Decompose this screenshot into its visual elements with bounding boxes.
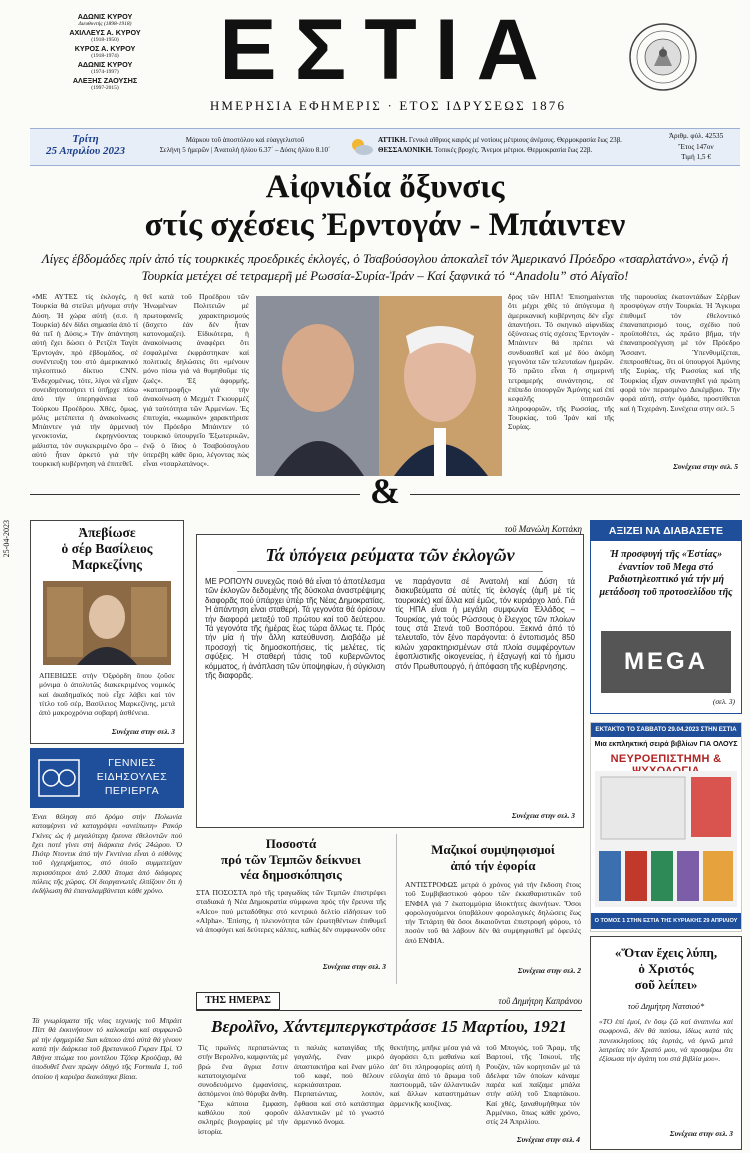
title-line: ΠΕΡΙΕΡΓΑ bbox=[104, 785, 160, 797]
lead-continued[interactable]: Συνέχεια στην σελ. 5 bbox=[673, 462, 738, 471]
oped-column-2: νε παράγοντα σέ Ἀνατολή καί Δύση τά διακυβεύματα σέ αὐτές τίς ἐκλογές (ἀμῆ μέ τίς τουρκικές) καί ἄλλα καί ἐμῶς, τόν κυριάρχο λαό. Γιά τίς ΗΠΑ εἶναι ἡ μεγάλη συμφωνία Ἑλλάδος – Τουρκίας, γιά τούς Ρώσσους ὁ ἔλεγχος τῶν πλοίων τους στά Στενά τοῦ Βοσπόρου. Ξεκινά ἀπό τό τελευταῖο, τόν ξένο παράγοντα: ὁ ἐντοπισμός 850 κιλών χαρακτηρισμένων στά πλοία συμφέροντων ἐφοπλιστικῆς οἰκογενείας, ἡ ἐξαγωγή καί τό ἦμισυ στόν Πρωθυπουργό, ἡ ἀπόφαση τῆς κυβέρνησης. bbox=[395, 577, 575, 671]
title-line: Ἀπεβίωσε bbox=[78, 525, 136, 540]
seal-icon bbox=[628, 22, 698, 92]
title-underline bbox=[237, 571, 543, 572]
headline-line: Αἰφνιδία ὄξυνσις bbox=[265, 169, 505, 205]
mega-logo-text: MEGA bbox=[624, 648, 708, 675]
book-covers-image bbox=[595, 771, 737, 907]
title-line: σοῦ λείπει» bbox=[634, 977, 698, 992]
founder-entry bbox=[60, 28, 150, 43]
title-line: Ποσοστά bbox=[265, 836, 317, 851]
tis-imeras-column-1: Τίς πρωϊνές περπατώντας στήν Βερολῖνο, καμφιντάς μέ βρώ ἕνα ἄγρια ἔστιν κατατοιχισμένα συνοδευόμενο ἐμφανίσεις, ἀσπόμενοι ὑπό θόρυβα ἄνθη. Ἔχω κάποια ἔμφαση, καθόλου πού φοροῦν σκληρές βιογραφίες μέ τήν ἱστορία. bbox=[198, 1043, 288, 1136]
saint-label: Μάρκου τοῦ ἀποστόλου καὶ εὐαγγελιστοῦ bbox=[185, 136, 305, 144]
issue-date bbox=[38, 133, 133, 157]
title-line: ἀπό τήν ἐφορία bbox=[450, 858, 536, 873]
promo-subbanner: Μια εκπληκτική σειρά βιβλίων ΓΙΑ ΟΛΟΥΣ bbox=[594, 739, 738, 748]
ampersand-divider bbox=[30, 471, 740, 511]
tax-story[interactable] bbox=[396, 834, 583, 984]
ad-continued[interactable]: (σελ. 3) bbox=[712, 697, 735, 706]
obituary-photo bbox=[43, 581, 171, 665]
obituary-title bbox=[31, 525, 183, 573]
weather-thessaloniki bbox=[378, 145, 646, 155]
tis-imeras-label: ΤΗΣ ΗΜΕΡΑΣ bbox=[196, 992, 280, 1010]
tax-text: ΑΝΤΙΣΤΡΟΦΩΣ μετρά ὁ χρόνος γιά τήν ἔκδοση ἔτοις τοῦ Συμβιβαστικού φόρου τῶν ἐκκαθαριστικῶν τοῦ ΕΝΦΙΑ γιά 7 ἑκατομμύρια ἰδιοκτήτες ἀκινήτων. Ὅσοι φορολογούμενοι ὑποβάλουν φορολογικές δηλώσεις ἕως τήν Τετάρτη θά ὅσοι δικαιοῦνται ἐπιστροφή φόρου, τό ποσόν τοῦ θά λάβουν δέν θά συμψηφισθεῖ μέ ὀφειλές ἀπό ΕΝΦΙΑ. bbox=[405, 880, 581, 945]
moon-label: Σελήνη 5 ἡμερῶν | Ἀνατολὴ ἡλίου 6.37΄ – Δύσις ἡλίου 8.10΄ bbox=[159, 146, 331, 154]
tis-imeras-column-2: τι παλιάς καταιγίδας τῆς γαγαλής, ἕναν μικρό ἀπαστακτήρα καί ἕναν μύλο τοῦ καφέ, πού θέλουν κερκιάσαιτραα. Περπατώντας, λοιπόν, ἔφθασα καί στό κατάστημα ἀλλαντικῶν μέ τό γνωστό ἀρμενικό ὄνομα. bbox=[294, 1043, 384, 1127]
founder-role: (1997-2015) bbox=[91, 85, 119, 91]
tis-imeras-byline: τοῦ Δημήτρη Καπράνου bbox=[498, 996, 582, 1006]
tis-imeras-column-3: θεκτήτης, μπῆκε μέσα γιά νά ἀγοράσει ὅ,τι μαθαίνω καί ἀπ' ὅτι πληροφορίες αὐτή ἡ εὐλογία ἀπό τό ἄρωμα τοῦ παστουρμᾶ, τῶν ἀλλαντικῶν καί ἄλλων καταστημάτων ἀρμενικῆς κουζίνας. bbox=[390, 1043, 480, 1108]
masthead-subtitle: ΗΜΕΡΗΣΙΑ ΕΦΗΜΕΡΙΣ · ΕΤΟΣ ΙΔΡΥΣΕΩΣ 1876 bbox=[209, 98, 567, 113]
oped-column-1: ΜΕ ΡΟΠΟΥΝ συνεχῶς ποιό θά εἶναι τό ἀποτέλεσμα τῶν ἐκλογῶν δεδομένης τῆς δύσκολα ἀναστρέψιμης διαφορᾶς πού ὑπάρχει ὑπέρ τῆς Νέας Δημοκρατίας. Ἡ ἀπάντηση εἶναι σταθερή. Τά γεγονότα θά ὁρίσουν τήν διαφορά μεταξύ τοῦ πρώτου καί τοῦ δεύτερου. Τά γεγονότα τῆς ἡμέρας ἕως τώρα ἄλλως τε. Πρός τήν μία ἡ τήν ἄλλη κατεύθυνση. Διαβάζω μέ προσοχή τίς δημοσκοπήσεις, τίς μελέτες, τίς σφύξεις. Ἡ σταθερή τάσις τοῦ κυβερνῶντος κόμματος, ἡ ἀνάπλαση τῶν ὑποψηφίων, ἡ σύγκλιση τῆς διαφορᾶς. bbox=[205, 577, 385, 681]
founder-entry bbox=[60, 60, 150, 75]
title-line: Μαρκεζίνης bbox=[72, 557, 142, 572]
issue-info bbox=[654, 131, 738, 163]
poll-text: ΣΤΑ ΠΟΣΟΣΤΑ πρό τῆς τραγωδίας τῶν Τεμπῶν ἐπιστρέφει σταδιακά ἡ Νέα Δημοκρατία σύμφωνα πρός τήν ἔρευνα τῆς «Alco» πού μεταδόθηκε στό κεντρικό δελτίο εἰδήσεων τοῦ «Alpha». Ἐπίσης, ἡ πλειονότητα τῶν ἐρωτηθέντων ἐπιθυμεῖ νά ἀποφύγει καί δεύτερες κάλπες, καθώς δέν συμφωνοῦν οὔτε bbox=[196, 888, 386, 935]
rocket-icon bbox=[37, 758, 81, 798]
poll-continued[interactable]: Συνέχεια στην σελ. 3 bbox=[322, 962, 386, 971]
info-bar bbox=[30, 128, 740, 166]
weather-text: Γενικά αἴθριος καιρός μέ νοτίους μέτριους ἀνέμους. Θερμοκρασία ἕως 23β. bbox=[408, 136, 622, 144]
ampersand-glyph: & bbox=[370, 471, 400, 511]
obituary-text: ΑΠΕΒΙΩΣΕ στήν Ὀξφόρδη ὅπου ζοῦσε μόνιμα ὁ ἀπολυτῶς διακεκριμένος νομικός καί ἀκαδημαϊκός πού εἶχε λάβει καί τόν τίτλο τοῦ σέρ, Βασίλειος Μαρκεζίνης, μετά ἀπό μακροχρόνια σοβαρή ἀσθένεια. bbox=[39, 671, 175, 718]
lead-column-2: θεῖ κατά τοῦ Προέδρου τῶν Ἡνωμένων Πολιτειῶν μέ πρωτοφανεῖς χαρακτηρισμούς (ἄσχετο ἐάν δέν ἦταν κατονομαζει). Εἰδικότερα, ἡ ἀνακοίνωσις ἀναφέρει ὅτι ἐσφαλμένα ἐκφράστηκαν καί πολιτικές δηλώσεις ὅτι «μένουν μόνο πίσω γιά νά θυμηθοῦμε τίς ζωές». Ἐξ ἀφορμής, «καταστροφῆς» γιά τήν ἀνακοίνωση ὁ Μεχμέτ Γκιουρμέζ γιά ταὐτότητα τῶν Ἀρμενίων. Ἐς ἐπιτυχία, «κωμικόν» χαρακτήρισε τόν Πρόεδρο Μπάιντεν τό τουρκικό ὑπουργεῖο Ἐξωτερικῶν, ἐνῷ ὁ ἴδιος ὁ Τσαβούσογλου ὑπερέβη κάθε ὅριο, λέγοντας πώς εἶναι «τσαρλατάνος». bbox=[143, 292, 249, 469]
founder-name: ΑΧΙΛΛΕΥΣ Α. ΚΥΡΟΥ bbox=[69, 28, 141, 37]
founder-role: (1918-1974) bbox=[91, 53, 119, 59]
promo-banner: ΕΚΤΑΚΤΟ ΤΟ ΣΑΒΒΑΤΟ 29.04.2023 ΣΤΗΝ ΕΣΤΙΑ bbox=[591, 723, 741, 737]
tax-title bbox=[403, 842, 583, 874]
weather-place: ΘΕΣΣΑΛΟΝΙΚΗ. bbox=[378, 146, 433, 154]
weather-icon bbox=[348, 136, 374, 158]
oped-box[interactable] bbox=[196, 534, 584, 828]
oped-continued[interactable]: Συνέχεια στην σελ. 3 bbox=[511, 811, 575, 820]
title-line: ὁ Χριστός bbox=[638, 961, 694, 976]
ad-text: Ἡ προσφυγή τῆς «Ἑστίας» ἐναντίον τοῦ Mega στό Ραδιοτηλεοπτικό γιά τήν μή μετάδοση τοῦ προτοσελίδου τῆς bbox=[599, 549, 733, 598]
lead-photo bbox=[256, 296, 502, 476]
title-line: νέα δημοσκόπησις bbox=[240, 867, 342, 882]
tis-imeras-column-4: τοῦ Μπογιός, τοῦ Ἄραμ, τῆς Βαρτουί, τῆς Ἰσκουί, τῆς Ρουζάν, τῶν κορητσιῶν μέ τά ἄδελφα τῶν ὁποίων κάναμε παρέα καί παίζαμε μπάλα στήν αὐλή τοῦ Σπαρτάκου. Καί χθές, ξαναθυμήθηκα τόν Ἀρμένικο, ὅπως κάθε χρόνο, στίς 24 Ἀπριλίου. bbox=[486, 1043, 580, 1127]
lead-column-3: δρος τῶν ΗΠΑ! Ἐπισημαίνεται ὅτι μέχρι χθές τό ἀπόγευμα ἡ ἀμερικανική κυβέρνησις δέν εἶχε ἀπαντήσει. Τό σκηνικό αἰφνιδίας ὀξύνσεως στίς σχέσεις Ἐρντογάν - Μπάιντεν θά πρέπει νά συνδυασθεῖ καί μέ δύο ἀκόμη γεγονότα τῶν τελευταίων ἡμερῶν. Τό πρῶτο εἶναι ἡ σημερινή τετραμερής συνάντησις, σέ ἐπίπεδο ὑπουργῶν Ἀμύνης καί ἐπί κεφαλῆς ὑπηρεσιῶν πληροφοριῶν, τῆς Ρωσσίας, τῆς Τουρκίας, τοῦ Ἰράν καί τῆς Συρίας. bbox=[508, 292, 614, 432]
divider-line bbox=[410, 494, 740, 495]
section-item-2: Τά γνωρίσματα τῆς νέας τεχνικής τοῦ Μπράιτ Πίττ θά ἐκκινήσουν τό καλοκαίρι καί συμφωνῶ μέ τήν ἐφημερίδα Sun κάποιο ἀπό αὐτά θά γίνουν κατά τήν διάρκεια τοῦ βρετανικοῦ Γκραν Πρί. Ὁ Ἀθήνα πτώμα του μοντέλου Τζόεφ Κρούζιαρ, θά ὑποδυθεῖ ἕναν πρώην ὁδηγό τῆς Formula 1, τοῦ ὁποίου ἡ καριέρα διακόπηκε βίαια. bbox=[32, 1016, 182, 1081]
founder-name: ΑΛΕΞΗΣ ΖΑΟΥΣΗΣ bbox=[72, 76, 138, 85]
issue-year: Ἔτος 147ον bbox=[678, 142, 714, 151]
side-date: 25-04-2023 bbox=[2, 520, 11, 558]
quote-title bbox=[591, 945, 741, 993]
founder-role: (1974-1997) bbox=[91, 69, 119, 75]
weather-place: ΑΤΤΙΚΗ. bbox=[378, 136, 408, 144]
issue-price: Τιμή 1,5 € bbox=[681, 153, 711, 161]
masthead bbox=[0, 0, 750, 125]
date-label: 25 Απριλίου 2023 bbox=[46, 145, 125, 157]
tis-imeras-continued[interactable]: Συνέχεια στην σελ. 4 bbox=[516, 1135, 580, 1144]
section-item-1: Ἐναι θέληση στό δρόμο στήν Πολωνία καταφέρνει νά καταγράψει «ανείπωτη» Ρακόρ Γκίνες ώς ἡ μεγαλύτερη ἔρευνα ἐθελοντῶν πού ἔχει ποτέ γίνει στή διάρκεια ἑνός 24ώρου. Ὁ Πιότρ Ντοντικ ἀπό τήν Γκντίνια εἶναι ὁ εὐθύνης τοῦ ἐγχειρήματος, στό ὁποῖο συμμετείχαν περισσότεροι ἀπό 2.000 ἄτομα ἀπό διάφορες πόλεις τῆς χώρας. Οἱ διοργανωτές ἐλπίζουν ὅτι ἡ ἐκδήλωση θά ἐπαναλαμβάνεται κάθε χρόνο. bbox=[32, 812, 182, 896]
obituary-box[interactable] bbox=[30, 520, 184, 744]
title-line: ΕΙΔΗΣΟΥΛΕΣ bbox=[96, 771, 168, 783]
saint-info bbox=[140, 135, 350, 155]
tis-imeras-box[interactable] bbox=[196, 1010, 582, 1149]
founder-role: Διευθυντής (1898-1918) bbox=[78, 21, 132, 27]
founder-entry bbox=[60, 12, 150, 27]
quote-box[interactable] bbox=[590, 936, 742, 1150]
founder-name: ΚΥΡΟΣ Α. ΚΥΡΟΥ bbox=[74, 44, 136, 53]
promo-footer: Ο ΤΟΜΟΣ 1 ΣΤΗΝ ΕΣΤΙΑ ΤΗΣ ΚΥΡΙΑΚΗΣ 29 ΑΠΡΙΛΙΟΥ bbox=[591, 913, 741, 929]
masthead-title: ΕΣΤΙΑ bbox=[219, 2, 557, 98]
promo-title: ΝΕΥΡΟΕΠΙΣΤΗΜΗ & bbox=[610, 753, 722, 765]
quote-byline: τοῦ Δημήτρη Νατσιού* bbox=[627, 1001, 705, 1011]
mega-logo bbox=[601, 631, 731, 693]
headline-line: στίς σχέσεις Ἐρντογάν - Μπάιντεν bbox=[144, 207, 626, 243]
title-line: «Ὅταν ἔχεις λύπη, bbox=[614, 945, 718, 960]
obituary-continued[interactable]: Συνέχεια στην σελ. 3 bbox=[111, 727, 175, 736]
book-promo[interactable] bbox=[590, 722, 742, 932]
ad-header: ΑΞΙΖΕΙ ΝΑ ΔΙΑΒΑΣΕΤΕ bbox=[591, 521, 741, 541]
founder-name: ΑΔΩΝΙΣ ΚΥΡΟΥ bbox=[77, 60, 133, 69]
founder-name: ΑΔΩΝΙΣ ΚΥΡΟΥ bbox=[77, 12, 133, 21]
lead-deck: Λίγες ἑβδομάδες πρίν ἀπό τίς τουρκικές προεδρικές ἐκλογές, ὁ Τσαβούσογλου ἀποκαλεῖ τόν Ἀμερικανό Πρόεδρο «τσαρλατάνο», ἐνῷ ἡ Τουρκία μετέχει σέ τετραμερῆ μέ Ρωσσία-Συρία-Ἰράν – Καί ξαφνικά τό “Anadolu” στό Αἰγαῖο! bbox=[41, 251, 729, 283]
title-line: ὁ σέρ Βασίλειος bbox=[61, 541, 153, 556]
lead-column-4: τῆς παρουσίας ἑκατοντάδων Σέρβων προσφύγων στήν Τουρκία. Ἡ Ἄγκυρα ἐπιθυμεῖ τόν ἐθελοντικό ἐπαναπατρισμό τους, σχέδιο πού προϋποθέτει, ὡς πρῶτο βῆμα, τήν ἐπαναπροσέγγιση μέ τόν Πρόεδρο Ἄσσαντ. Ὑπενθυμίζεται, ἐπιπροσθέτως, ὅτι οἱ ὑπουργοί Ἀμύνης τῆς Συρίας, τῆς Ρωσσίας καί τῆς Τουρκίας εἶχαν συναντηθεῖ γιά πρώτη φορά τόν περασμένο Δεκέμβριο. Τήν φορά αὐτή, στήν ὁμάδα, προστίθεται καί ἡ Τεχεράνη. Συνέχεια στην σελ. 5 bbox=[620, 292, 740, 413]
weather-info bbox=[378, 135, 646, 155]
issue-number: Ἀριθμ. φύλ. 42535 bbox=[668, 132, 724, 140]
weather-attica bbox=[378, 135, 646, 145]
title-line: ΓΕΝΝΙΕΣ bbox=[108, 757, 156, 769]
divider-line bbox=[30, 494, 360, 495]
oped-byline: τοῦ Μανώλη Κοττάκη bbox=[504, 524, 582, 534]
title-line: πρό τῶν Τεμπῶν δείκνυει bbox=[221, 851, 361, 867]
section-header bbox=[30, 748, 184, 808]
founder-entry bbox=[60, 44, 150, 59]
founders-list bbox=[60, 12, 150, 91]
section-box bbox=[30, 748, 182, 1148]
weather-text: Τοπικές βροχές. Ἄνεμοι μέτριοι. Θερμοκρασία ἕως 22β. bbox=[434, 146, 593, 154]
quote-continued[interactable]: Συνέχεια στην σελ. 3 bbox=[669, 1129, 733, 1138]
founder-entry bbox=[60, 76, 150, 91]
day-label: Τρίτη bbox=[72, 133, 99, 145]
title-line: Μαζικοί συμψηφισμοί bbox=[431, 842, 555, 857]
founder-role: (1918-1950) bbox=[91, 37, 119, 43]
quote-text: «ΤΟ ἐπί ἐμοί, ἐν ὅσῳ ζῶ καί ἀναπνέω καί σωφρονῶ, δέν θά παύσω, ἰδίως κατά τάς πανεκκλησίους τάς ἑορτάς, νά ὑμνῶ μετά λατρείας τόν Χριστό μου, νά προσφέρω ὅτι ἐξίσωσα τήν ἀγάπη του στά βιβλία μου». bbox=[599, 1017, 733, 1064]
lead-column-1: «ΜΕ ΑΥΤΕΣ τίς ἐκλογές, ἡ Τουρκία θά στείλει μήνυμα στήν Δύση. Ἡ χώρα αὐτή (σ.σ. ἡ Τουρκία) δέν δίδει σημασία ἀπό τί θά πεῖ ἡ Δύσις.» Τήν ἀπάντηση αὐτή ἔχει δώσει ὁ Ρετζέπ Ταγίπ Ἐρντογάν, πρό ἑβδομάδος, σέ συνέντευξη του στό ἀμερικανικό τηλεοπτικό δίκτυο CNN. Ἐνδεχομένως, τότε, λίγοι νά εἶχαν συνειδητοποιήσει τί ὑπῆρχε πίσω ἀπό τήν ὑπερηφάνεια τοῦ Τούρκου Προέδρου. Χθές, ὅμως, μόλις μετέπειτα ἡ ἀνακοίνωσις Μπάιντεν γιά τήν ἀρμενική γενοκτονία, ἐκρηγνύοντας μάλιστα, τόν συγκεκριμένο ὅρο – αὐτό ἦταν ἀρκετό γιά τήν τουρκική κυβέρνηση νά ἐπιτεθεῖ. bbox=[32, 292, 138, 469]
lead-headline[interactable] bbox=[30, 168, 740, 244]
poll-title bbox=[196, 836, 386, 883]
ad-sidebar[interactable] bbox=[590, 520, 742, 714]
tax-continued[interactable]: Συνέχεια στην σελ. 2 bbox=[517, 966, 581, 975]
section-title bbox=[83, 756, 181, 798]
poll-story[interactable] bbox=[196, 834, 386, 984]
tis-imeras-title: Βερολῖνο, Χάντεμπεργκστράσσε 15 Μαρτίου, 1921 bbox=[211, 1017, 567, 1036]
oped-title: Τά ὑπόγεια ρεύματα τῶν ἐκλογῶν bbox=[265, 545, 515, 565]
